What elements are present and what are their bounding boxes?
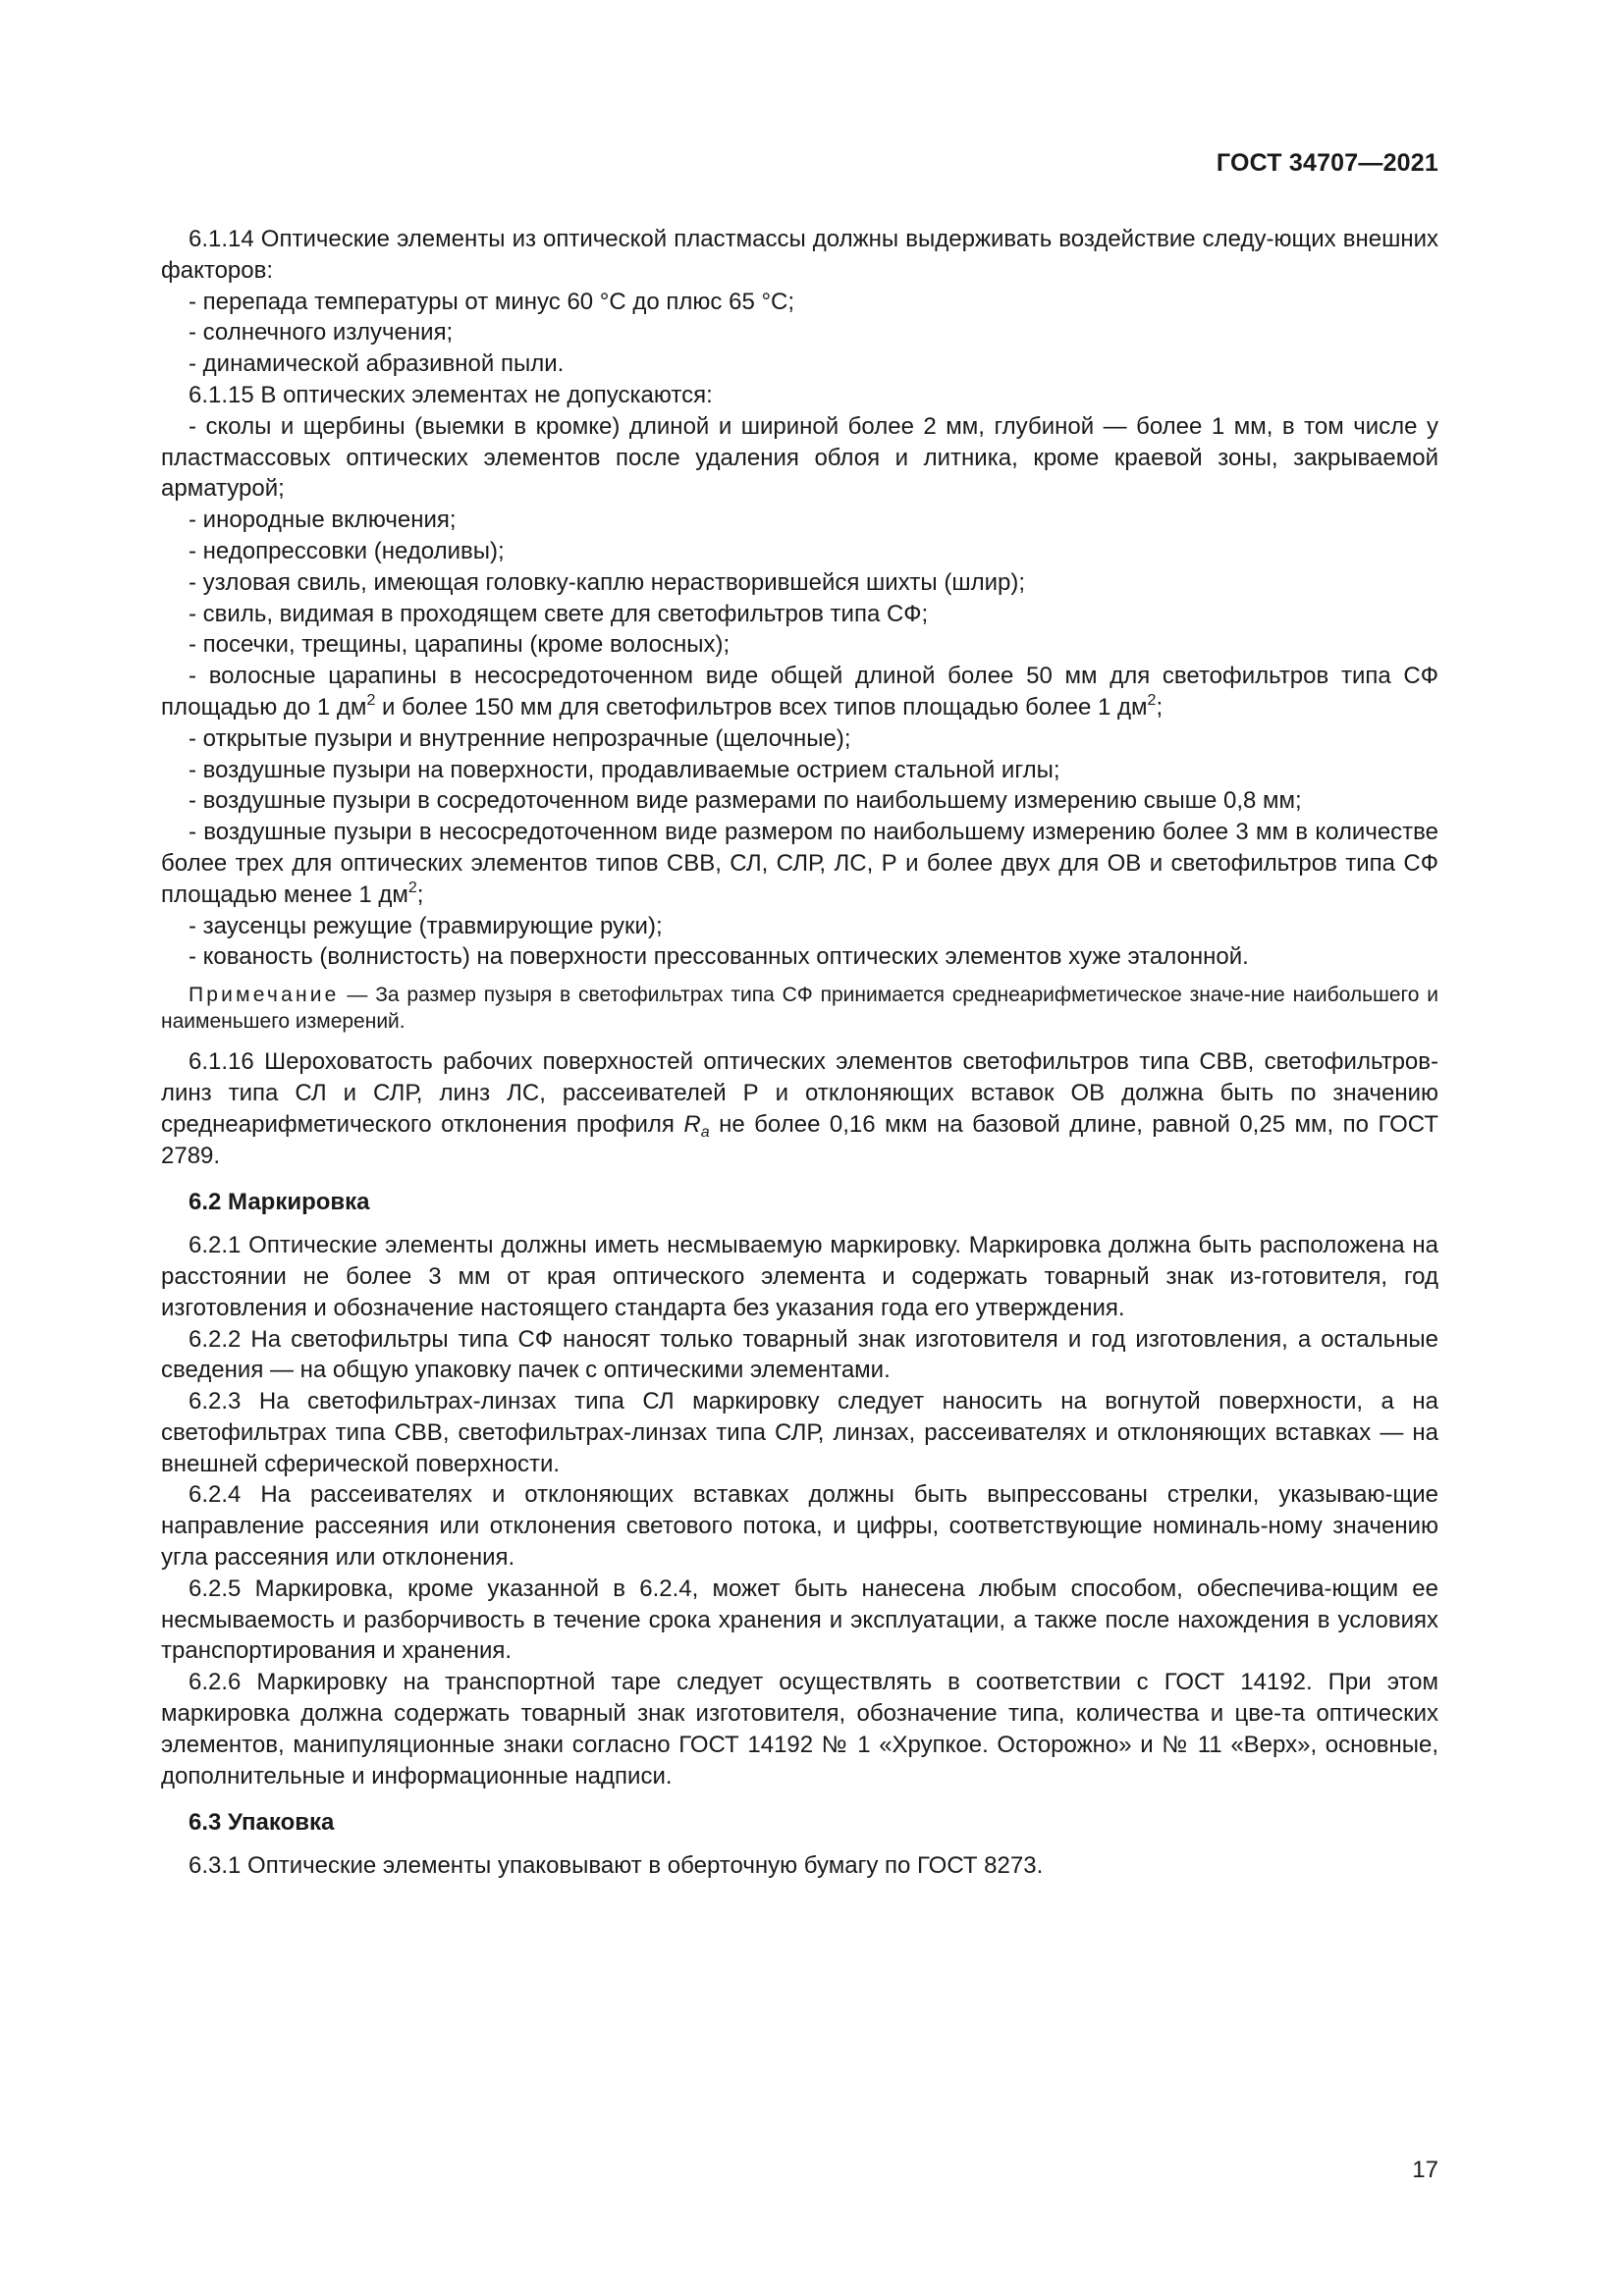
paragraph-6-2-2: 6.2.2 На светофильтры типа СФ наносят только товарный знак изготовителя и год изготовления, а остальные сведения — на общую упаковку пачек с оптическими элементами. xyxy=(161,1325,1438,1384)
list-item: - посечки, трещины, царапины (кроме волосных); xyxy=(189,631,731,659)
roughness-symbol: R xyxy=(683,1110,701,1138)
list-item: - узловая свиль, имеющая головку-каплю нерастворившейся шихты (шлир); xyxy=(189,568,1025,596)
roughness-subscript: a xyxy=(700,1123,710,1141)
text-run: ; xyxy=(1156,693,1164,721)
paragraph-6-2-4: 6.2.4 На рассеивателях и отклоняющих вставках должны быть выпрессованы стрелки, указываю-щие направление рассеяния или отклонения светового потока, и цифры, соответствующие номиналь-ному значению угла рассеяния или отклонения. xyxy=(161,1481,1438,1572)
list-item: - недопрессовки (недоливы); xyxy=(189,537,505,564)
list-item: - солнечного излучения; xyxy=(189,319,454,347)
superscript: 2 xyxy=(366,691,376,709)
list-item: - воздушные пузыри в сосредоточенном виде размерами по наибольшему измерению свыше 0,8 мм; xyxy=(189,787,1302,815)
text-run: ; xyxy=(416,881,424,908)
text-run: - воздушные пузыри в несосредоточенном виде размером по наибольшему измерению более 3 мм в количестве более трех для оптических элементов типов СВВ, СЛ, СЛР, ЛС, Р и более двух для ОВ и светофильтров типа СФ площадью менее 1 дм xyxy=(161,819,1438,908)
list-item: - заусенцы режущие (травмирующие руки); xyxy=(189,912,663,939)
list-item: - перепада температуры от минус 60 °С до плюс 65 °С; xyxy=(189,288,795,315)
list-item: - воздушные пузыри на поверхности, продавливаемые острием стальной иглы; xyxy=(189,756,1060,783)
list-item: - сколы и щербины (выемки в кромке) длиной и шириной более 2 мм, глубиной — более 1 мм, в том числе у пластмассовых оптических элементов после удаления облоя и литника, кроме краевой зоны, закрываемой арматурой; xyxy=(161,412,1438,503)
paragraph-6-3-1: 6.3.1 Оптические элементы упаковывают в оберточную бумагу по ГОСТ 8273. xyxy=(189,1852,1044,1880)
document-header: ГОСТ 34707—2021 xyxy=(1216,149,1438,177)
list-item: - динамической абразивной пыли. xyxy=(189,350,565,378)
text-run: 6.1.16 Шероховатость рабочих поверхностей оптических элементов светофильтров типа СВВ, светофильтров-линз типа СЛ и СЛР, линз ЛС, рассеивателей Р и отклоняющих вставок ОВ должна быть по значению среднеарифметического отклонения профиля xyxy=(161,1048,1438,1138)
superscript: 2 xyxy=(1147,691,1157,709)
document-body xyxy=(161,224,1438,1882)
paragraph-6-2-6: 6.2.6 Маркировку на транспортной таре следует осуществлять в соответствии с ГОСТ 14192. При этом маркировка должна содержать товарный знак изготовителя, обозначение типа, количества и цве-та оптических элементов, манипуляционные знаки согласно ГОСТ 14192 № 1 «Хрупкое. Осторожно» и № 11 «Верх», основные, дополнительные и информационные надписи. xyxy=(161,1669,1438,1789)
text-run: - волосные царапины в несосредоточенном виде общей длиной более 50 мм для светофильтров типа СФ площадью до 1 дм xyxy=(161,663,1438,721)
text-run: и более 150 мм для светофильтров всех типов площадью более 1 дм xyxy=(375,693,1148,721)
paragraph-6-1-16 xyxy=(161,1046,1438,1171)
list-item: - кованость (волнистость) на поверхности прессованных оптических элементов хуже эталонной. xyxy=(189,943,1249,971)
list-item-scattered-bubbles xyxy=(161,817,1438,910)
list-item-hair-scratches xyxy=(161,661,1438,723)
note-text: — За размер пузыря в светофильтрах типа СФ принимается среднеарифметическое значе-ние наибольшего и наименьшего измерений. xyxy=(161,984,1438,1034)
paragraph-6-2-5: 6.2.5 Маркировка, кроме указанной в 6.2.4, может быть нанесена любым способом, обеспечива-ющим ее несмываемость и разборчивость в течение срока хранения и эксплуатации, а также после нахождения в условиях транспортирования и хранения. xyxy=(161,1575,1438,1665)
section-heading-6-2: 6.2 Маркировка xyxy=(189,1189,370,1216)
page-number: 17 xyxy=(1412,2157,1438,2183)
section-heading-6-3: 6.3 Упаковка xyxy=(189,1809,335,1837)
list-item: - инородные включения; xyxy=(189,507,457,534)
note xyxy=(161,982,1438,1035)
paragraph-6-2-1: 6.2.1 Оптические элементы должны иметь несмываемую маркировку. Маркировка должна быть расположена на расстоянии не более 3 мм от края оптического элемента и содержать товарный знак из-готовителя, год изготовления и обозначение настоящего стандарта без указания года его утверждения. xyxy=(161,1232,1438,1321)
text-run: не более 0,16 мкм на базовой длине, равной 0,25 мм, по ГОСТ 2789. xyxy=(161,1110,1439,1169)
paragraph-6-1-14: 6.1.14 Оптические элементы из оптической пластмассы должны выдерживать воздействие следу-ющих внешних факторов: xyxy=(161,226,1438,284)
list-item: - открытые пузыри и внутренние непрозрачные (щелочные); xyxy=(189,724,851,752)
superscript: 2 xyxy=(407,879,417,896)
list-item: - свиль, видимая в проходящем свете для светофильтров типа СФ; xyxy=(189,600,929,627)
paragraph-6-2-3: 6.2.3 На светофильтрах-линзах типа СЛ маркировку следует наносить на вогнутой поверхности, а на светофильтрах типа СВВ, светофильтрах-линзах типа СЛР, линзах, рассеивателях и отклоняющих вставках — на внешней сферической поверхности. xyxy=(161,1388,1438,1477)
paragraph-6-1-15: 6.1.15 В оптических элементах не допускаются: xyxy=(189,381,713,408)
note-label: Примечание xyxy=(189,984,340,1007)
